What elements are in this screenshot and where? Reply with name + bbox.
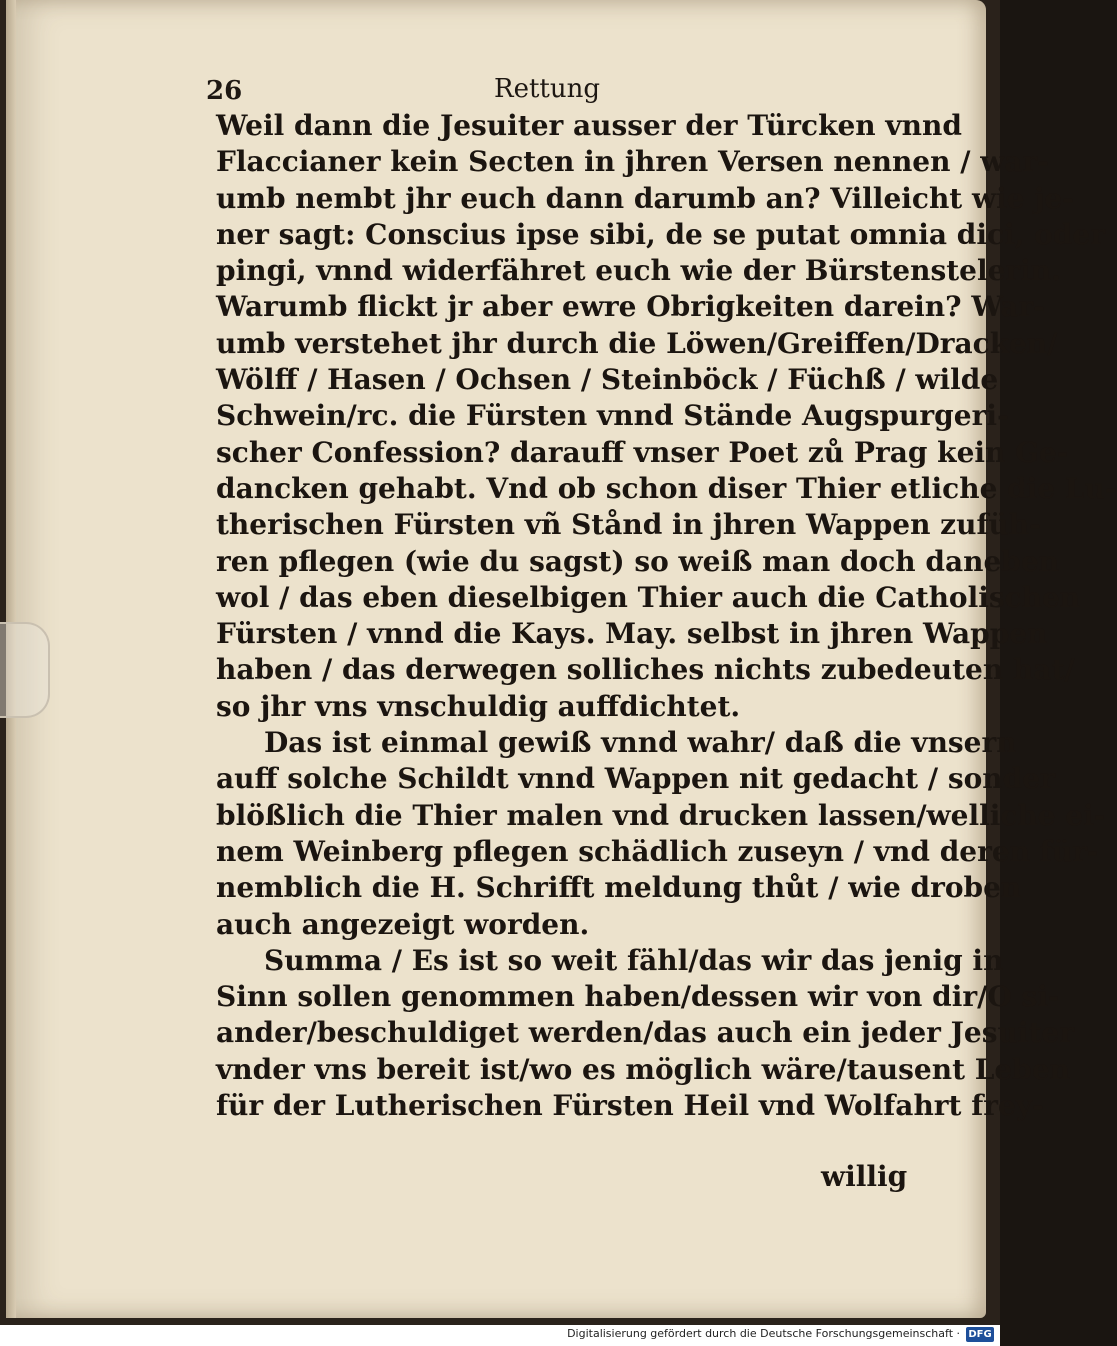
catchword: willig xyxy=(821,1160,908,1193)
text-line: Summa / Es ist so weit fähl/das wir das jenig in xyxy=(264,943,1004,977)
digitization-credit: Digitalisierung gefördert durch die Deutsche Forschungsgemeinschaft · xyxy=(567,1327,960,1340)
text-line: Schwein/rc. die Fürsten vnnd Stände Augspurgeri‑ xyxy=(216,399,1009,433)
text-line: ren pflegen (wie du sagst) so weiß man doch daneben xyxy=(216,544,1060,578)
book-page xyxy=(6,0,1117,1318)
text-line: Das ist einmal gewiß vnnd wahr/ daß die vnsern xyxy=(264,726,1017,760)
dfg-logo-icon: DFG xyxy=(966,1327,994,1342)
text-line: ner sagt: Conscius ipse sibi, de se putat omnia dici, oder xyxy=(216,217,1106,251)
text-line: nem Weinberg pflegen schädlich zuseyn / vnd deren für‑ xyxy=(216,834,1099,868)
text-line: wol / das eben dieselbigen Thier auch die Catholischen xyxy=(216,580,1081,614)
text-line: auch angezeigt worden. xyxy=(216,907,590,941)
text-line: Warumb flickt jr aber ewre Obrigkeiten darein? War‑ xyxy=(216,290,1045,324)
text-line: haben / das derwegen solliches nichts zubedeuten hat/ xyxy=(216,653,1075,687)
text-line: umb verstehet jhr durch die Löwen/Greiffen/Dracken/ xyxy=(216,326,1058,360)
text-line: für der Lutherischen Fürsten Heil vnd Wolfahrt frey‑ xyxy=(216,1089,1044,1123)
paper-clip xyxy=(0,622,50,718)
text-line: nemblich die H. Schrifft meldung thůt / wie droben xyxy=(216,871,1022,905)
body-text xyxy=(216,108,1117,1124)
text-line: ander/beschuldiget werden/das auch ein jeder Jesuiter xyxy=(216,1016,1074,1050)
text-line: auff solche Schildt vnnd Wappen nit gedacht / sonder xyxy=(216,762,1055,796)
text-line: dancken gehabt. Vnd ob schon diser Thier etliche die Lu‑ xyxy=(216,471,1117,505)
footer-bar xyxy=(0,1325,1000,1346)
text-line: Sinn sollen genommen haben/dessen wir von dir/O si‑ xyxy=(216,980,1060,1014)
page-number: 26 xyxy=(206,76,243,106)
text-line: scher Confession? darauff vnser Poet zů Prag kein Ge‑ xyxy=(216,435,1069,469)
text-line: Flaccianer kein Secten in jhren Versen nennen / war‑ xyxy=(216,145,1049,179)
text-line: Weil dann die Jesuiter ausser der Türcken vnnd xyxy=(216,109,962,142)
text-line: Fürsten / vnnd die Kays. May. selbst in jhren Wappen xyxy=(216,617,1048,651)
text-line: pingi, vnnd widerfähret euch wie der Bürstenstelerin. xyxy=(216,254,1061,288)
text-line: vnder vns bereit ist/wo es möglich wäre/tausent Leben xyxy=(216,1052,1070,1086)
text-line: therischen Fürsten vñ Stånd in jhren Wappen zufüh‑ xyxy=(216,508,1041,542)
running-head: Rettung xyxy=(494,74,600,104)
text-line: umb nembt jhr euch dann darumb an? Villeicht wie je‑ xyxy=(216,181,1074,215)
text-line: blößlich die Thier malen vnd drucken lassen/welliche ei‑ xyxy=(216,798,1106,832)
text-line: so jhr vns vnschuldig auffdichtet. xyxy=(216,689,741,723)
text-line: Wölff / Hasen / Ochsen / Steinböck / Füchß / wilde xyxy=(216,363,999,397)
